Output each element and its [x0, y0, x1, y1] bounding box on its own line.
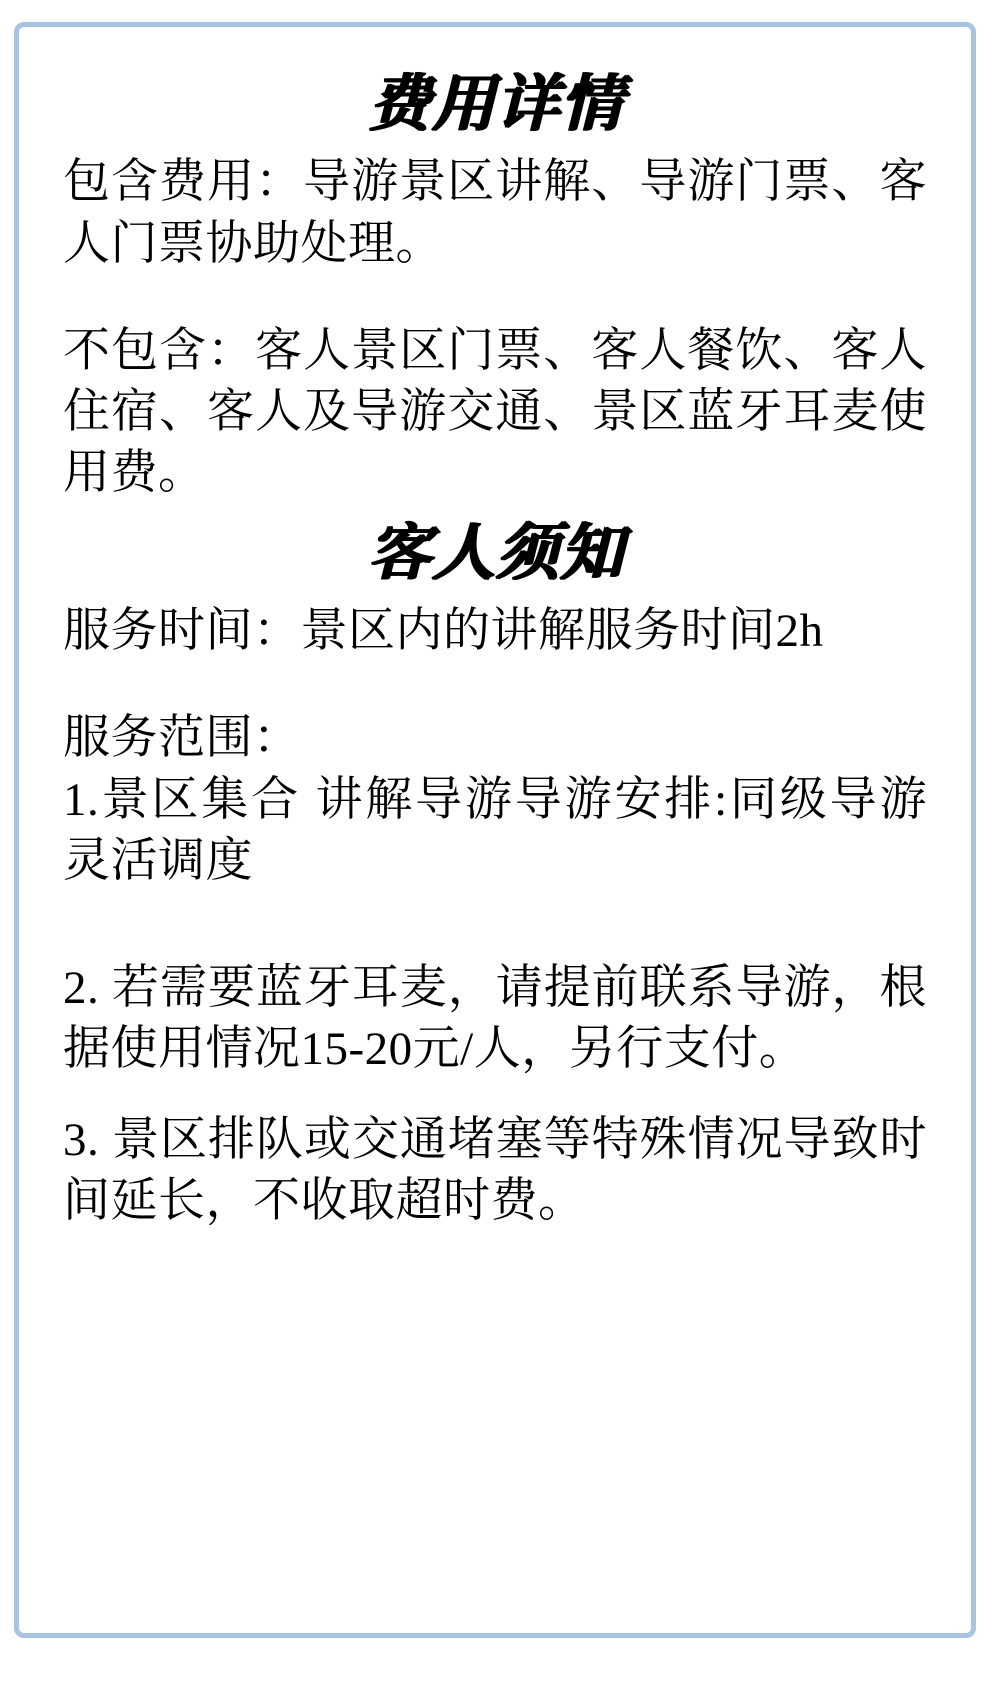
- spacer: [63, 892, 927, 958]
- spacer: [63, 275, 927, 321]
- service-time-paragraph: 服务时间：景区内的讲解服务时间2h: [63, 605, 824, 658]
- page-title-fee-details: 费用详情: [366, 67, 623, 140]
- fee-excluded-paragraph: 不包含：客人景区门票、客人餐饮、客人住宿、客人及导游交通、景区蓝牙耳麦使用费。: [63, 324, 927, 499]
- fee-included-paragraph: 包含费用：导游景区讲解、导游门票、客人门票协助处理。: [63, 156, 927, 270]
- info-card: [14, 22, 976, 1638]
- spacer: [63, 1080, 927, 1110]
- page-title-guest-notice: 客人须知: [366, 515, 623, 589]
- service-scope-item-3: 3. 景区排队或交通堵塞等特殊情况导致时间延长，不收取超时费。: [63, 1113, 927, 1227]
- spacer: [63, 662, 927, 708]
- service-scope-heading: 服务范围：: [63, 712, 301, 765]
- service-scope-item-2: 2. 若需要蓝牙耳麦，请提前联系导游，根据使用情况15-20元/人，另行支付。: [63, 961, 927, 1075]
- service-scope-item-1: 1.景区集合 讲解导游导游安排:同级导游灵活调度: [63, 773, 927, 887]
